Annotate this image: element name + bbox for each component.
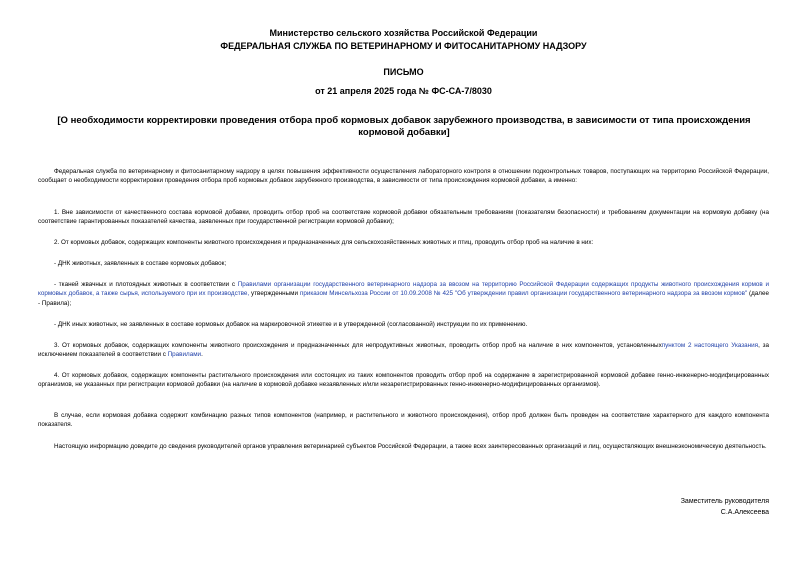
document-type: ПИСЬМО [383,67,424,77]
item-3-text-end: . [201,351,203,359]
document-title: [О необходимости корректировки проведения отбора проб кормовых добавок зарубежного производства, в зависимости от типа происхождения кормовой добавки] [57,115,751,138]
item-3-paragraph [38,341,769,360]
item-2-paragraph: 2. От кормовых добавок, содержащих компоненты животного происхождения и предназначенных для сельскохозяйственных животных и птиц, проводить отбор проб на наличие в них: [54,239,594,246]
item-4-paragraph: 4. От кормовых добавок, содержащих компоненты растительного происхождения или состоящих из таких компонентов проводить отбор проб на содержание в зарегистрированной кормовой добавке генно-инженерно-модифицированных организмов, не указанных при регистрации кормовой добавки (на наличие в кормовой добавке незаявленных и/или незарегистрированных генно-инженерно-модифицированных организмов). [38,372,769,389]
item-1-paragraph: 1. Вне зависимости от качественного состава кормовой добавки, проводить отбор проб на соответствие кормовой добавки обязательным требованиям (показателям безопасности) и требованиям документации на кормовую добавку (на соответствие гарантированных показателей качества, заявленных при государственной регистрации кормовой добавки); [38,209,769,226]
rules-short-link[interactable]: Правилами [167,351,202,359]
order-link[interactable]: приказом Минсельхоза России от 10.09.2008 № 425 "Об утверждении правил организации государственного ветеринарного надзора за ввозом кормов" [299,290,748,298]
rules-link[interactable]: Правилами организации государственного ветеринарного надзора за ввозом на территорию Российской Федерации содержащих продукты животного происхождения кормов и кормовых добавок, а также сырья, используемого при их производстве, [38,281,769,298]
signatory-name: С.А.Алексеева [720,509,769,516]
service-name: ФЕДЕРАЛЬНАЯ СЛУЖБА ПО ВЕТЕРИНАРНОМУ И ФИТОСАНИТАРНОМУ НАДЗОРУ [220,41,587,51]
item-2-other-dna-paragraph: - ДНК иных животных, не заявленных в составе кормовых добавок на маркировочной этикетке и в утвержденной (согласованной) инструкции по их применению. [54,321,528,328]
combination-paragraph: В случае, если кормовая добавка содержит комбинацию разных типов компонентов (например, и растительного и животного происхождения), отбор проб должен быть проведен на соответствие характерного для каждого компонента показателя. [38,412,769,429]
tissue-text-mid: утвержденными [249,290,300,298]
ministry-name: Министерство сельского хозяйства Российской Федерации [269,28,538,38]
item-2-tissue-paragraph [38,280,769,308]
tissue-text-end: (далее - Правила); [38,290,769,307]
intro-paragraph: Федеральная служба по ветеринарному и фитосанитарному надзору в целях повышения эффективности осуществления лабораторного контроля в отношении подконтрольных товаров, поступающих на территорию Российской Федерации, сообщает о необходимости корректировки проведения отбора проб кормовых добавок зарубежного производства, в зависимости от типа происхождения кормовой добавки, а именно: [38,168,769,185]
signatory-position: Заместитель руководителя [680,498,769,505]
item-3-text-start: 3. От кормовых добавок, содержащих компоненты животного происхождения и предназначенных для непродуктивных животных, проводить отбор проб на наличие в них компонентов, установленных [54,342,662,349]
closing-paragraph: Настоящую информацию доведите до сведения руководителей органов управления ветеринарией субъектов Российской Федерации, а также всех заинтересованных организаций и лиц, осуществляющих внешнеэкономическую деятельность. [54,443,767,450]
tissue-text-start: - тканей жвачных и плотоядных животных в соответствии с [54,281,238,288]
item-2-dna-paragraph: - ДНК животных, заявленных в составе кормовых добавок; [54,260,227,267]
item-3-text-mid: , за исключением показателей в соответствии с [38,342,770,359]
document-date-number: от 21 апреля 2025 года № ФС-СА-7/8030 [315,86,492,96]
point-2-link[interactable]: пунктом 2 настоящего Указания [661,342,759,349]
